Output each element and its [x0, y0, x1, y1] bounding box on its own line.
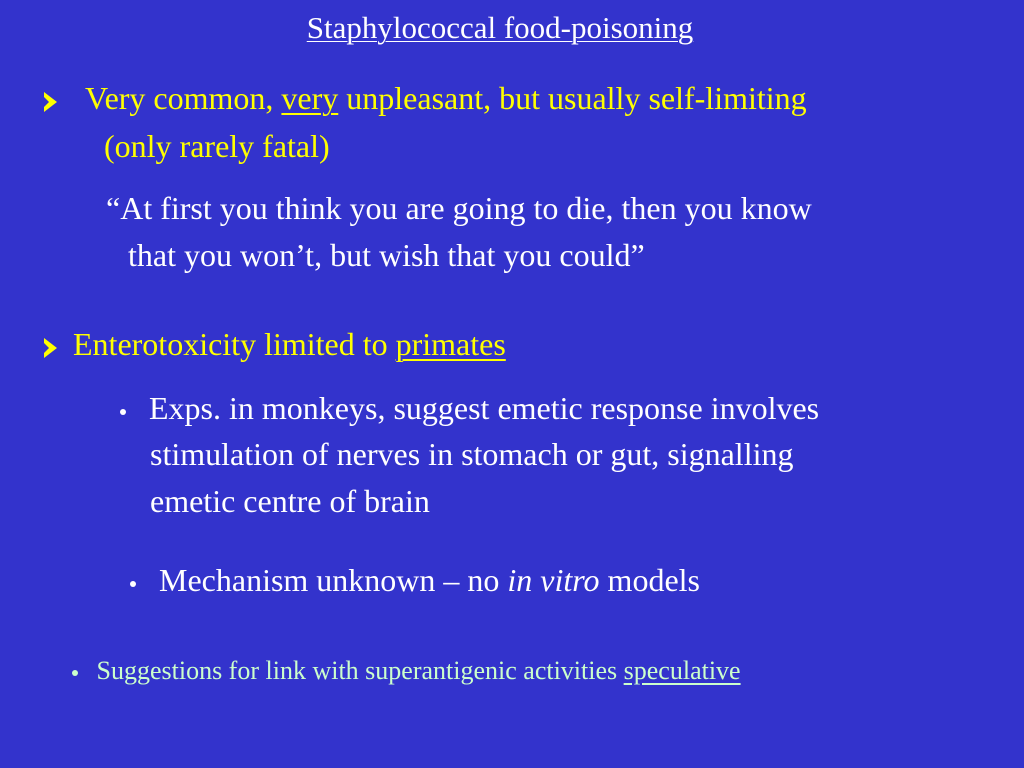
point-1	[44, 80, 807, 117]
sub-point-1	[120, 390, 819, 427]
sub-point-2-italic: in vitro	[507, 562, 600, 598]
sub-point-1-line-2: stimulation of nerves in stomach or gut, signalling	[150, 436, 794, 472]
point-1-text-before: Very common,	[85, 80, 282, 116]
point-2	[44, 326, 506, 363]
sub-point-2-text-after: models	[599, 562, 700, 598]
point-1-underlined: very	[281, 80, 339, 116]
point-2-underlined: primates	[395, 326, 506, 362]
dot-bullet-icon	[120, 409, 126, 415]
sub-point-1-line-1: Exps. in monkeys, suggest emetic response involves	[149, 390, 820, 426]
point-3-underlined: speculative	[623, 656, 741, 685]
arrowhead-bullet-icon	[44, 92, 57, 112]
sub-point-1-line-3: emetic centre of brain	[150, 483, 430, 519]
sub-point-2	[130, 562, 700, 599]
sub-point-2-text-before: Mechanism unknown – no	[159, 562, 508, 598]
point-3-text-before: Suggestions for link with superantigenic activities	[96, 656, 624, 685]
point-1-text-after: unpleasant, but usually self-limiting	[338, 80, 807, 116]
point-1-line-2: (only rarely fatal)	[104, 128, 330, 164]
quote-line-1: “At first you think you are going to die, then you know	[106, 190, 812, 226]
dot-bullet-icon	[72, 670, 78, 676]
quote-line-2: that you won’t, but wish that you could”	[128, 237, 645, 273]
point-3	[72, 656, 741, 686]
arrowhead-bullet-icon	[44, 338, 57, 358]
dot-bullet-icon	[130, 581, 136, 587]
point-2-text-before: Enterotoxicity limited to	[73, 326, 396, 362]
slide-title: Staphylococcal food-poisoning	[306, 10, 694, 45]
